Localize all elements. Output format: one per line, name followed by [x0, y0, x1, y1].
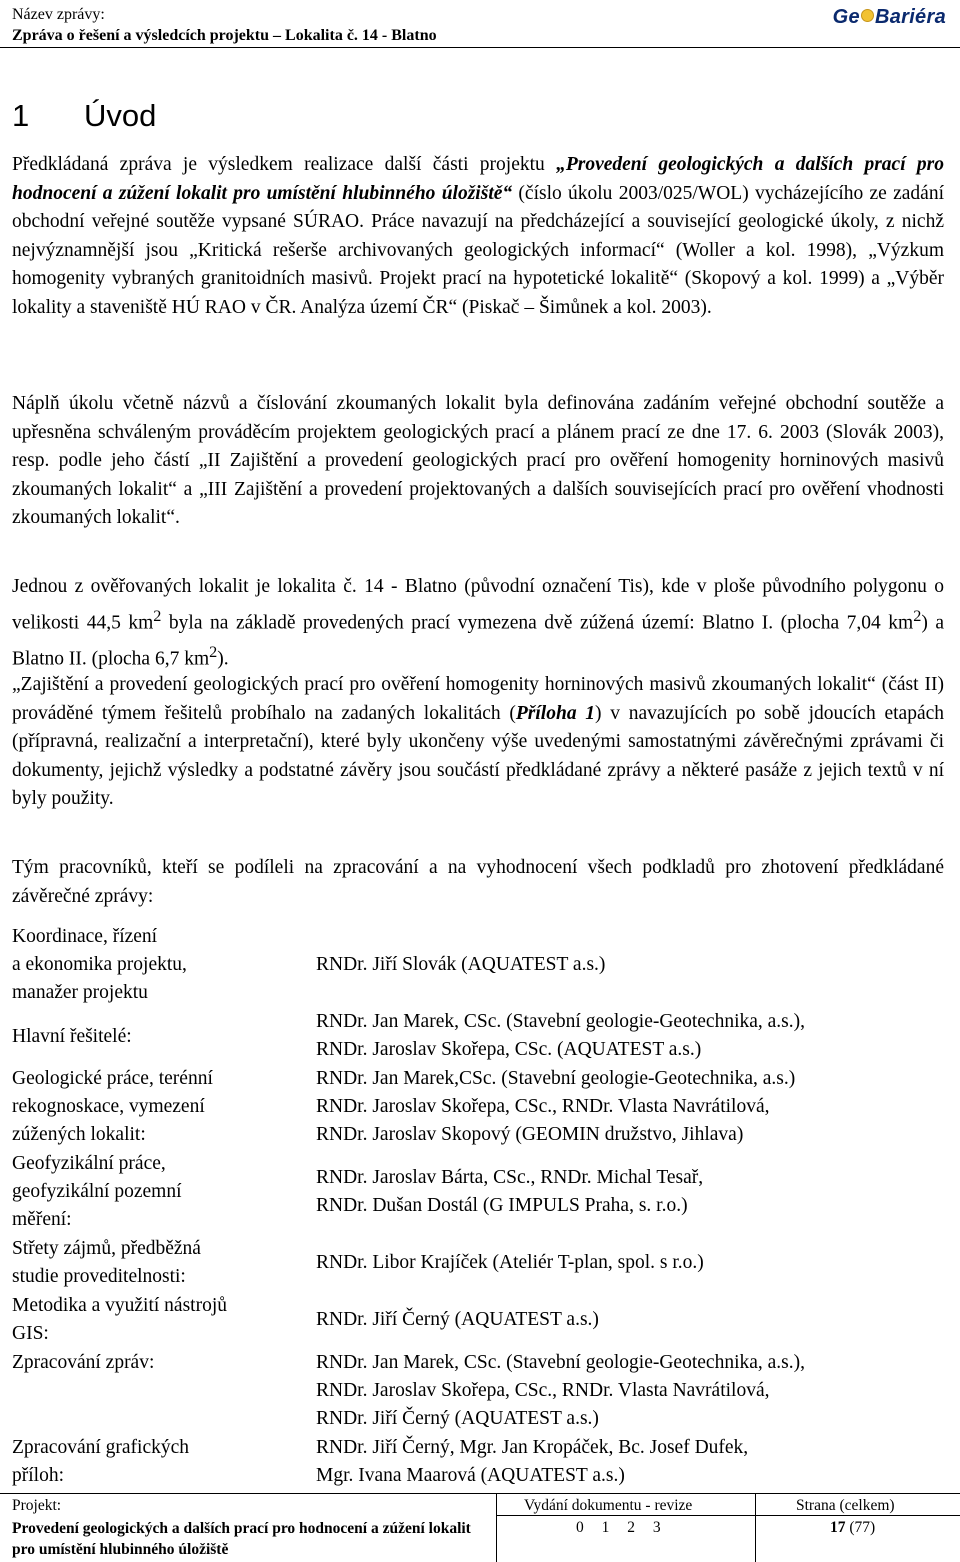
- team-members: [316, 1434, 956, 1490]
- team-role-line: Geofyzikální práce,: [12, 1153, 166, 1174]
- paragraph-locality: [12, 573, 944, 674]
- team-members: [316, 1306, 956, 1334]
- team-role-label: [12, 1292, 302, 1348]
- superscript: 2: [153, 606, 162, 625]
- header-divider: [0, 47, 960, 48]
- appendix-reference: Příloha 1: [515, 702, 596, 724]
- logo-text-left: Ge: [832, 6, 860, 28]
- section-number: 1: [12, 98, 30, 133]
- team-role-line: GIS:: [12, 1323, 49, 1344]
- team-role-line: Zpracování zpráv:: [12, 1352, 155, 1373]
- team-member-line: RNDr. Jiří Slovák (AQUATEST a.s.): [316, 954, 606, 975]
- superscript: 2: [209, 642, 218, 661]
- team-role-line: studie proveditelnosti:: [12, 1266, 186, 1287]
- footer-page-label: Strana (celkem): [796, 1497, 895, 1514]
- footer-project-title: Provedení geologických a dalších prací pro hodnocení a zúžení lokalit pro umístění hlubinného úložiště: [12, 1520, 471, 1558]
- footer-divider: [496, 1494, 497, 1562]
- header-label: Název zprávy:: [12, 6, 105, 23]
- text-run: Jednou z ověřovaných lokalit je lokalita č. 14 - Blatno (původní označení Tis), kde v ploše původního polygonu o velikosti 44,5 km: [12, 576, 944, 633]
- team-members: [316, 1349, 956, 1433]
- paragraph-scope: Náplň úkolu včetně názvů a číslování zkoumaných lokalit byla definována zadáním veřejné obchodní soutěže a upřesněna schváleným prováděcím projektem geologických prací a plánem prací ze dne 17. 6. 2003 (Slovák 2003), resp. podle jeho částí „II Zajištění a provedení geologických prací pro ověření homogenity horninových masivů zkoumaných lokalit“ a „III Zajištění a provedení projektovaných a dalších souvisejících prací pro ověření vhodnosti zkoumaných lokalit“.: [12, 393, 944, 528]
- paragraph-stages: [12, 671, 944, 814]
- team-role-line: Metodika a využití nástrojů: [12, 1295, 227, 1316]
- footer-project-label: Projekt:: [12, 1497, 62, 1514]
- text-run: (číslo úkolu 2003/025/WOL) vycházejícího ze zadání obchodní veřejné soutěže vypsané SÚRAO. Práce navazují na předcházející a související geologické úkoly, z nichž nejvýznamnější jsou „Kritická rešerše archivovaných geologických informací“ (Woller a kol. 1998), „Výzkum homogenity vybraných granitoidních masivů. Projekt prací na hypotetické lokalitě“ (Skopový a kol. 1999) a „Výběr lokality a staveniště HÚ RAO v ČR. Analýza území ČR“ (Piskač – Šimůnek a kol. 2003).: [12, 182, 944, 318]
- team-role-line: a ekonomika projektu,: [12, 954, 187, 975]
- text-run: ) v navazujících po sobě jdoucích etapách (přípravná, realizační a interpretační), které byly ukončeny výše uvedenými samostatnými závěrečnými zprávami či dokumenty, jejichž výsledky a podstatné závěry jsou součástí předkládané zprávy a některé pasáže z jejich textů v ní byly použity.: [12, 702, 945, 809]
- team-member-line: RNDr. Jiří Černý (AQUATEST a.s.): [316, 1309, 599, 1330]
- team-member-line: RNDr. Jiří Černý (AQUATEST a.s.): [316, 1408, 599, 1429]
- team-members: [316, 1164, 956, 1220]
- text-run: ).: [217, 648, 229, 669]
- superscript: 2: [913, 606, 922, 625]
- team-member-line: RNDr. Jaroslav Skořepa, CSc., RNDr. Vlasta Navrátilová,: [316, 1380, 770, 1401]
- team-member-line: RNDr. Jan Marek, CSc. (Stavební geologie-Geotechnika, a.s.),: [316, 1352, 806, 1373]
- team-members: [316, 951, 956, 979]
- team-role-line: zúžených lokalit:: [12, 1124, 146, 1145]
- section-title: Úvod: [84, 98, 157, 133]
- team-role-line: Hlavní řešitelé:: [12, 1026, 132, 1047]
- team-members: [316, 1249, 956, 1277]
- team-member-line: RNDr. Jaroslav Skopový (GEOMIN družstvo, Jihlava): [316, 1124, 744, 1145]
- footer-divider: [496, 1515, 960, 1516]
- team-role-line: Střety zájmů, předběžná: [12, 1238, 201, 1259]
- team-role-line: geofyzikální pozemní: [12, 1181, 182, 1202]
- team-role-label: [12, 1023, 302, 1051]
- team-member-line: RNDr. Jaroslav Skořepa, CSc., RNDr. Vlasta Navrátilová,: [316, 1096, 770, 1117]
- team-member-line: RNDr. Jan Marek, CSc. (Stavební geologie-Geotechnika, a.s.),: [316, 1011, 806, 1032]
- page-current: 17: [830, 1519, 846, 1536]
- report-title: Zpráva o řešení a výsledcích projektu – Lokalita č. 14 - Blatno: [12, 27, 437, 44]
- section-heading: [12, 98, 156, 134]
- team-member-line: Mgr. Ivana Maarová (AQUATEST a.s.): [316, 1465, 625, 1486]
- paragraph-team-intro: Tým pracovníků, kteří se podíleli na zpracování a na vyhodnocení všech podkladů pro zhotovení předkládané závěrečné zprávy:: [12, 857, 944, 907]
- text-run: ) a Blatno II. (plocha 6,7 km: [12, 612, 945, 669]
- footer-edition-label: Vydání dokumentu - revize: [524, 1497, 693, 1514]
- team-role-label: [12, 1065, 302, 1149]
- geobariera-logo: [833, 6, 946, 29]
- text-run: byla na základě provedených prací vymezena dvě zúžená území: Blatno I. (plocha 7,04 km: [161, 612, 914, 633]
- logo-dot-icon: [861, 9, 874, 22]
- footer-revisions: 0 1 2 3: [576, 1519, 661, 1536]
- team-member-line: RNDr. Jaroslav Bárta, CSc., RNDr. Michal Tesař,: [316, 1167, 704, 1188]
- team-role-label: [12, 1235, 302, 1291]
- team-role-label: [12, 923, 302, 1007]
- team-role-label: [12, 1150, 302, 1234]
- team-member-line: RNDr. Libor Krajíček (Ateliér T-plan, spol. s r.o.): [316, 1252, 704, 1273]
- team-member-line: RNDr. Jaroslav Skořepa, CSc. (AQUATEST a.s.): [316, 1039, 702, 1060]
- logo-text-right: Bariéra: [874, 6, 946, 28]
- team-role-line: Geologické práce, terénní: [12, 1068, 213, 1089]
- team-role-line: Zpracování grafických: [12, 1437, 190, 1458]
- text-run: „Zajištění a provedení geologických prací pro ověření homogenity horninových masivů zkoumaných lokalit“ (část II) prováděné týmem řešitelů probíhalo na zadaných lokalitách (: [12, 674, 944, 724]
- team-member-line: RNDr. Jiří Černý, Mgr. Jan Kropáček, Bc. Josef Dufek,: [316, 1437, 749, 1458]
- project-name-emphasis: „Provedení geologických a dalších prací pro hodnocení a zúžení lokalit pro umístění hlubinného úložiště“: [12, 154, 945, 204]
- footer-divider: [755, 1494, 756, 1562]
- team-role-line: měření:: [12, 1209, 72, 1230]
- team-role-label: [12, 1349, 302, 1377]
- page-footer: [0, 1493, 960, 1562]
- team-role-line: Koordinace, řízení: [12, 926, 158, 947]
- team-role-line: manažer projektu: [12, 982, 148, 1003]
- team-members: [316, 1008, 956, 1064]
- team-role-line: příloh:: [12, 1465, 64, 1486]
- team-role-label: [12, 1434, 302, 1490]
- paragraph-intro: [12, 151, 944, 322]
- text-run: Předkládaná zpráva je výsledkem realizace další části projektu: [12, 154, 557, 175]
- team-members: [316, 1065, 956, 1149]
- footer-page-number: [830, 1519, 875, 1537]
- team-role-line: rekognoskace, vymezení: [12, 1096, 205, 1117]
- page-total: (77): [849, 1519, 876, 1536]
- team-member-line: RNDr. Jan Marek,CSc. (Stavební geologie-Geotechnika, a.s.): [316, 1068, 796, 1089]
- team-member-line: RNDr. Dušan Dostál (G IMPULS Praha, s. r.o.): [316, 1195, 688, 1216]
